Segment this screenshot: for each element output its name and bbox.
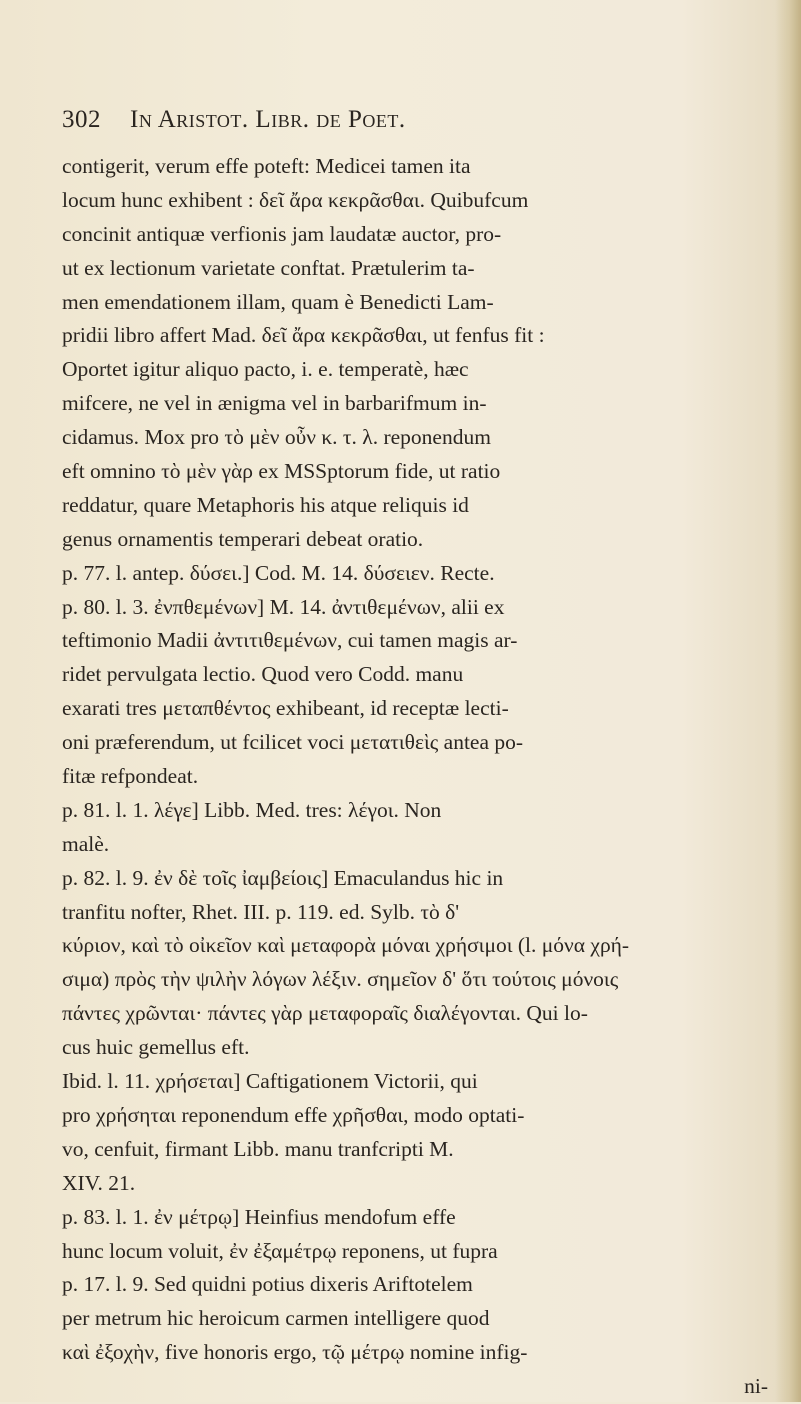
text-line: Ibid. l. 11. χρήσεται] Caftigationem Victorii, qui — [62, 1069, 478, 1094]
text-line: p. 17. l. 9. Sed quidni potius dixeris Ariftotelem — [62, 1272, 473, 1297]
text-line: Oportet igitur aliquo pacto, i. e. temperatè, hæc — [62, 357, 469, 382]
text-line: σιμα) πρὸς τὴν ψιλὴν λόγων λέξιν. σημεῖον δ' ὅτι τούτοις μόνοις — [62, 967, 619, 992]
text-line: pridii libro affert Mad. δεῖ ἄρα κεκρᾶσθαι, ut fenfus fit : — [62, 323, 545, 348]
text-line: vo, cenfuit, firmant Libb. manu tranfcripti M. — [62, 1136, 454, 1161]
text-line: exarati tres μεταπθέντος exhibeant, id receptæ lecti- — [62, 696, 509, 721]
text-line: p. 81. l. 1. λέγε] Libb. Med. tres: λέγοι. Non — [62, 797, 442, 822]
text-line: mifcere, ne vel in ænigma vel in barbarifmum in- — [62, 391, 487, 416]
text-line: p. 82. l. 9. ἐν δὲ τοῖς ἰαμβείοις] Emaculandus hic in — [62, 865, 504, 890]
text-line: contigerit, verum effe poteft: Medicei tamen ita — [62, 154, 471, 178]
body-text — [62, 150, 768, 1404]
text-line: concinit antiquæ verfionis jam laudatæ auctor, pro- — [62, 221, 502, 246]
running-header — [62, 106, 762, 146]
text-line: fitæ refpondeat. — [62, 764, 199, 789]
text-line: p. 80. l. 3. ἐνπθεμένων] M. 14. ἀντιθεμένων, alii ex — [62, 594, 505, 619]
text-line: men emendationem illam, quam è Benedicti Lam- — [62, 289, 494, 314]
text-line: ridet pervulgata lectio. Quod vero Codd. manu — [62, 662, 464, 687]
page-edge-shadow — [775, 0, 801, 1402]
text-line: per metrum hic heroicum carmen intelligere quod — [62, 1306, 490, 1331]
text-line: p. 77. l. antep. δύσει.] Cod. M. 14. δύσειεν. Recte. — [62, 560, 495, 585]
text-line: teftimonio Madii ἀντιτιθεμένων, cui tamen magis ar- — [62, 628, 518, 653]
text-line: genus ornamentis temperari debeat oratio. — [62, 526, 424, 551]
text-line: ut ex lectionum varietate conftat. Prætulerim ta- — [62, 255, 475, 280]
text-line: locum hunc exhibent : δεῖ ἄρα κεκρᾶσθαι. Quibufcum — [62, 187, 529, 212]
text-line: oni præferendum, ut fcilicet voci μετατιθεὶς antea po- — [62, 730, 524, 755]
text-line: eft omnino τὸ μὲν γὰρ ex MSSptorum fide, ut ratio — [62, 459, 501, 484]
text-line: malè. — [62, 831, 110, 856]
text-line: p. 83. l. 1. ἐν μέτρῳ] Heinfius mendofum effe — [62, 1204, 456, 1229]
text-line: hunc locum voluit, ἐν ἐξαμέτρῳ reponens, ut fupra — [62, 1238, 498, 1263]
text-line: reddatur, quare Metaphoris his atque reliquis id — [62, 492, 469, 517]
running-title: In Aristot. Libr. de Poet. — [130, 106, 406, 133]
text-line: XIV. 21. — [62, 1170, 136, 1195]
text-line: tranfitu nofter, Rhet. III. p. 119. ed. Sylb. τὸ δ' — [62, 899, 460, 924]
text-line: πάντες χρῶνται· πάντες γὰρ μεταφοραῖς διαλέγονται. Qui lo- — [62, 1001, 588, 1026]
text-line: cus huic gemellus eft. — [62, 1035, 250, 1060]
text-line: cidamus. Mox pro τὸ μὲν οὖν κ. τ. λ. reponendum — [62, 425, 491, 450]
text-line: καὶ ἐξοχὴν, five honoris ergo, τῷ μέτρῳ nomine infig- — [62, 1340, 528, 1365]
text-line: pro χρήσηται reponendum effe χρῆσθαι, modo optati- — [62, 1102, 525, 1127]
page-number: 302 — [62, 106, 101, 133]
text-line: κύριον, καὶ τὸ οἰκεῖον καὶ μεταφορὰ μόναι χρήσιμοι (l. μόνα χρή- — [62, 933, 630, 958]
catchword: ni- — [744, 1374, 768, 1399]
